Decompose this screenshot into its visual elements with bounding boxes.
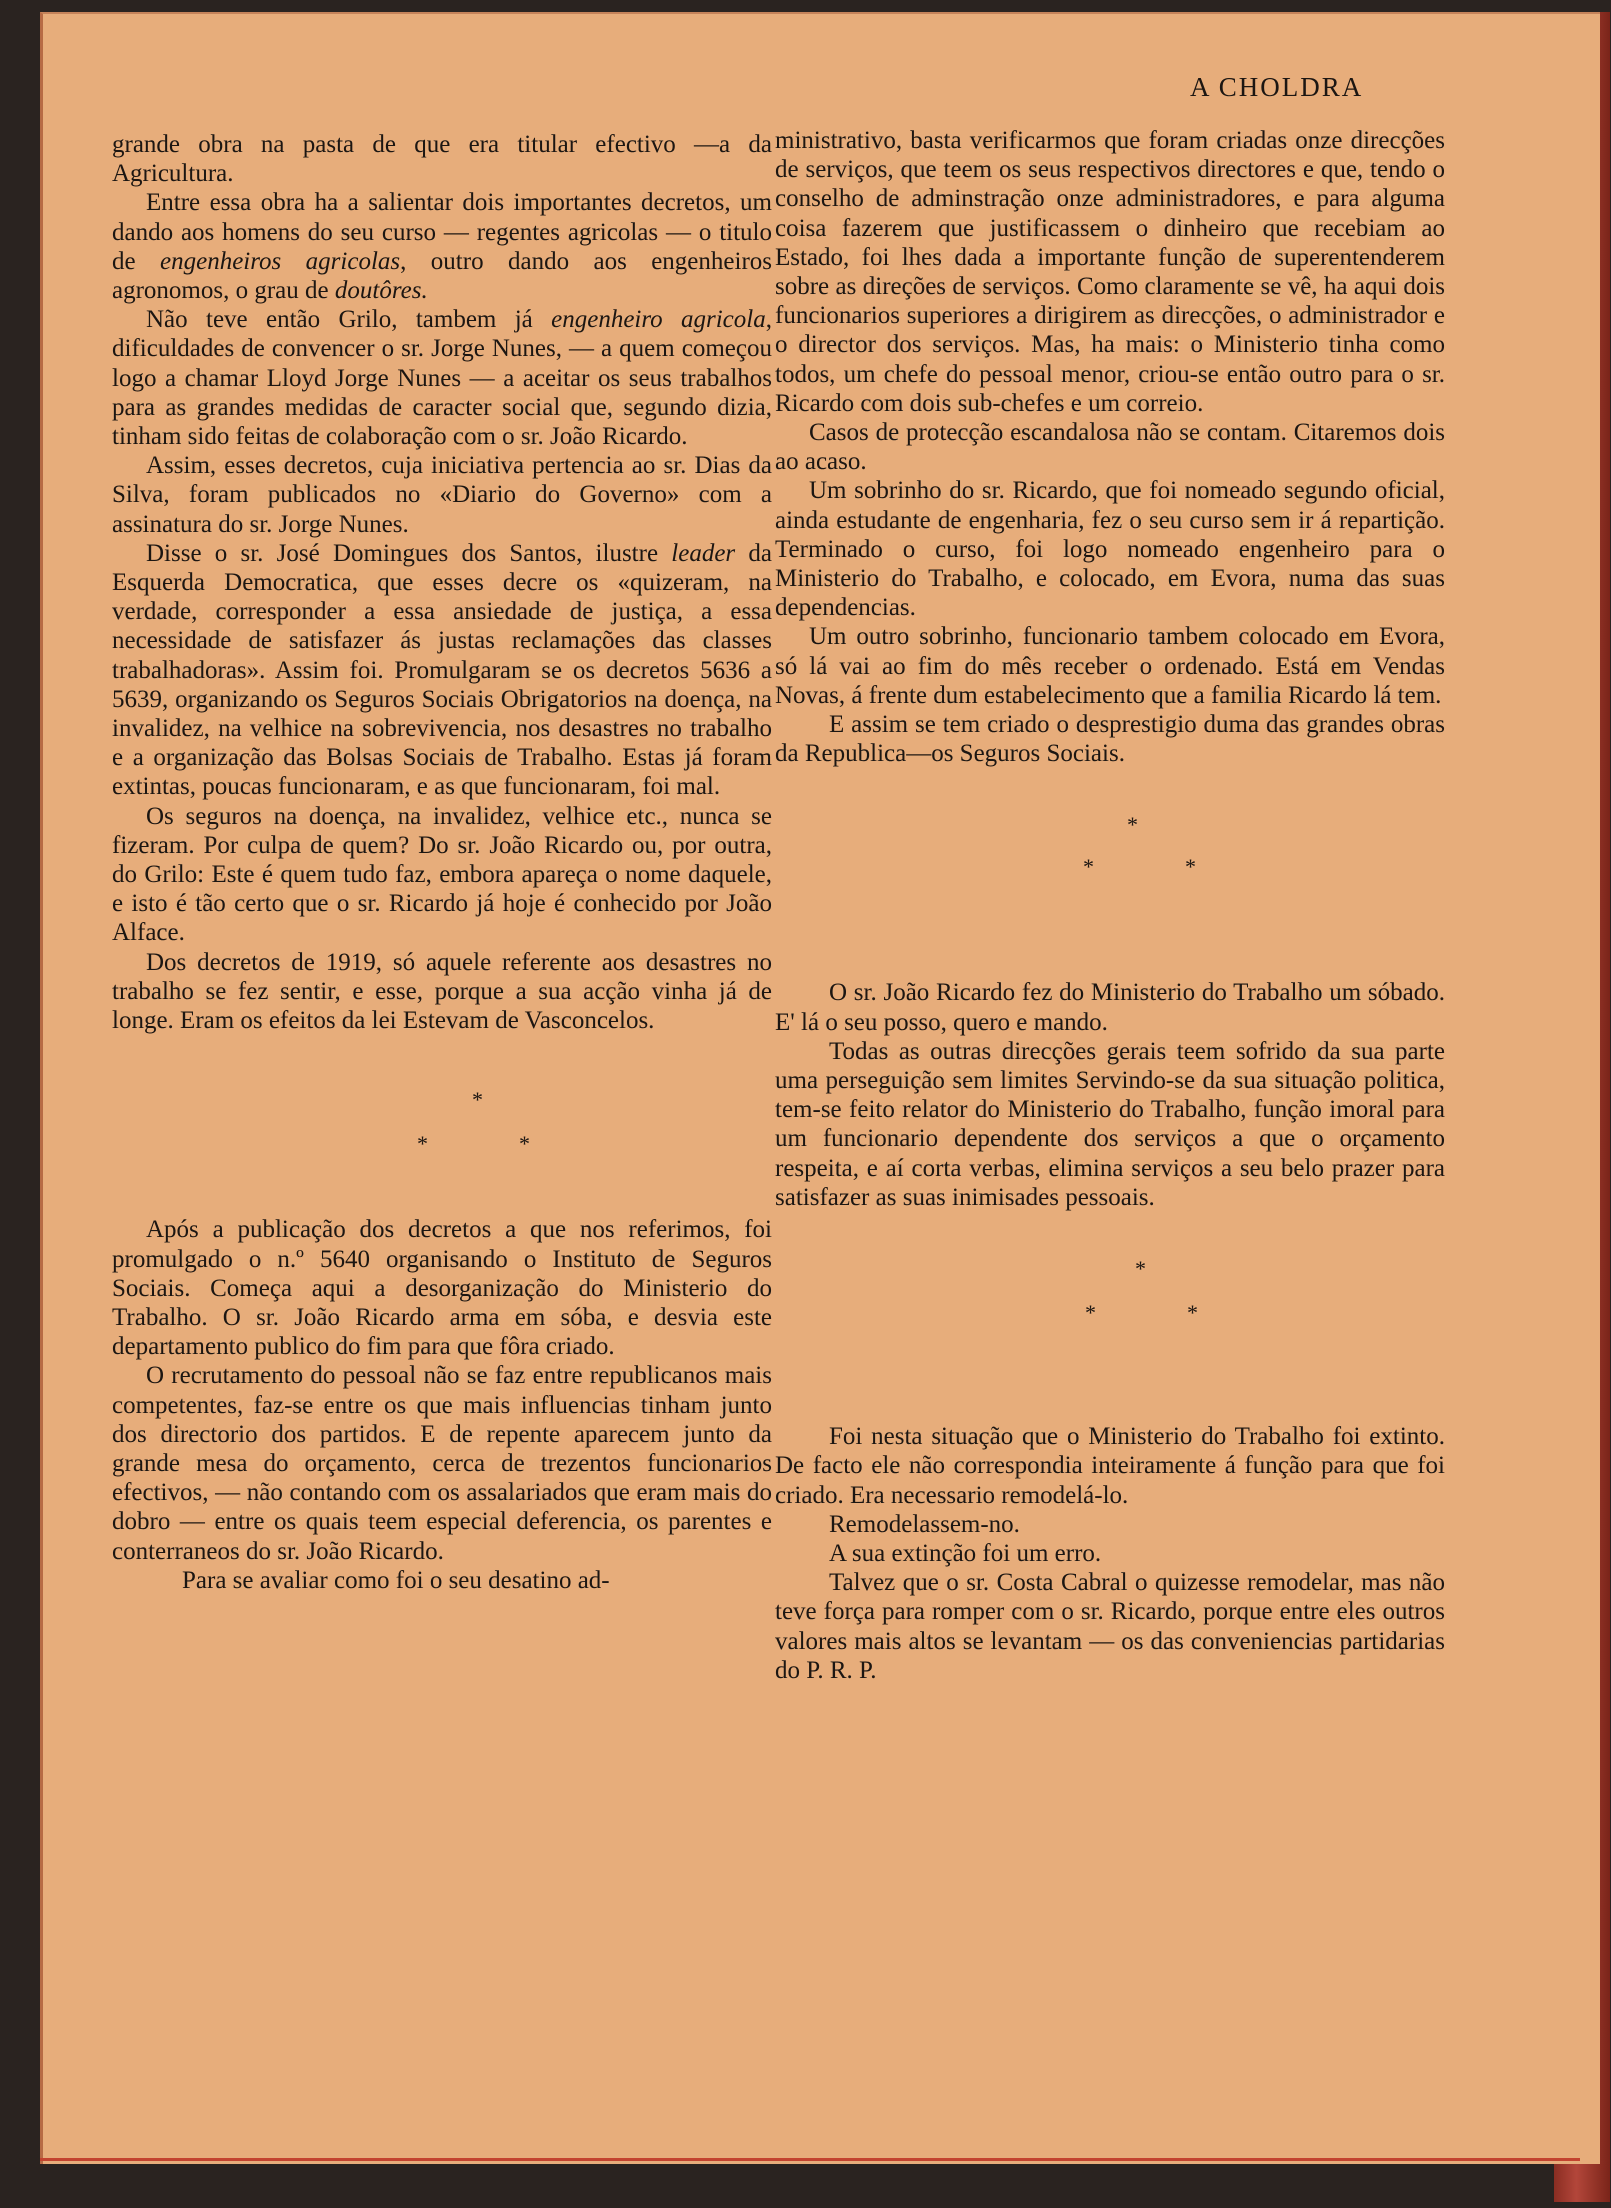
paragraph: Talvez que o sr. Costa Cabral o quizesse remodelar, mas não teve força para romper com o sr. Ricardo, porque entre eles outros valores mais altos se levantam — os das conveniencias partidarias do P. R. P. [775,1569,1445,1684]
paragraph: ministrativo, basta verificarmos que foram criadas onze direcções de serviços, que teem os seus respectivos directores e que, tendo o conselho de adminstração onze administradores, e para alguma coisa fazerem que justificassem o dinheiro que recebiam ao Estado, foi lhes dada a importante função de superentenderem sobre as direções de serviços. Como claramente se vê, ha aqui dois funcionarios superiores a dirigirem as direcções, o administrador e o director dos serviços. Mas, ha mais: o Ministerio tinha como todos, um chefe do pessoal menor, criou-se então outro para o sr. Ricardo com dois sub-chefes e um correio. [775,127,1445,417]
paragraph: Para se avaliar como foi o seu desatino ad- [182,1566,610,1594]
bottom-border-line [40,2158,1580,2161]
separator-star: * [417,1131,428,1157]
separator-star: * [1187,1300,1198,1326]
paragraph: Assim, esses decretos, cuja iniciativa pertencia ao sr. Dias da Silva, foram publicados no «Diario do Governo» com a assinatura do sr. Jorge Nunes. [112,452,772,538]
separator-star: * [1085,1300,1096,1326]
separator-star: * [1185,854,1196,880]
separator-star: * [1127,812,1138,838]
section-separator [775,768,1445,978]
paragraph: Dos decretos de 1919, só aquele referente aos desastres no trabalho se fez sentir, e esse, porque a sua acção vinha já de longe. Eram os efeitos da lei Estevam de Vasconcelos. [112,948,772,1035]
paragraph: Não teve então Grilo, tambem já engenheiro agricola, dificuldades de convencer o sr. Jorge Nunes, — a quem começou logo a chamar Lloyd Jorge Nunes — a aceitar os seus trabalhos para as grandes medidas de caracter social que, segundo dizia, tinham sido feitas de colaboração com o sr. João Ricardo. [112,306,772,451]
paragraph: Foi nesta situação que o Ministerio do Trabalho foi extinto. De facto ele não correspondia inteiramente á função para que foi criado. Era necessario remodelá-lo. [775,1423,1445,1509]
section-separator [775,1212,1445,1422]
paragraph: Após a publicação dos decretos a que nos referimos, foi promulgado o n.º 5640 organisando o Instituto de Seguros Sociais. Começa aqui a desorganização do Ministerio do Trabalho. O sr. João Ricardo arma em sóba, e desvia este departamento publico do fim para que fôra criado. [112,1216,772,1361]
right-column [775,126,1445,1685]
paragraph: O sr. João Ricardo fez do Ministerio do Trabalho um sóbado. E' lá o seu posso, quero e mando. [775,979,1445,1036]
paragraph: grande obra na pasta de que era titular efectivo —a da Agricultura. [112,131,772,188]
separator-star: * [1135,1256,1146,1282]
paragraph: Um outro sobrinho, funcionario tambem colocado em Evora, só lá vai ao fim do mês receber o ordenado. Está em Vendas Novas, á frente dum estabelecimento que a familia Ricardo lá tem. [775,623,1445,709]
left-column [112,130,772,1595]
separator-star: * [1083,854,1094,880]
paragraph: Remodelassem-no. [829,1510,1020,1538]
section-separator [112,1035,772,1215]
paragraph: E assim se tem criado o desprestigio duma das grandes obras da Republica—os Seguros Sociais. [775,711,1445,768]
paragraph: Entre essa obra ha a salientar dois importantes decretos, um dando aos homens do seu curso — regentes agricolas — o titulo de engenheiros agricolas, outro dando aos engenheiros agronomos, o grau de doutôres. [112,189,772,305]
page-header-title: A CHOLDRA [1190,72,1364,102]
paragraph: Casos de protecção escandalosa não se contam. Citaremos dois ao acaso. [775,419,1445,476]
paragraph: Disse o sr. José Domingues dos Santos, ilustre leader da Esquerda Democratica, que esses decre os «quizeram, na verdade, corresponder a essa ansiedade de justiça, a essa necessidade de satisfazer ás justas reclamações das classes trabalhadoras». Assim foi. Promulgaram se os decretos 5636 a 5639, organizando os Seguros Sociais Obrigatorios na doença, na invalidez, na velhice na sobrevivencia, nos desastres no trabalho e a organização das Bolsas Sociais de Trabalho. Estas já foram extintas, poucas funcionaram, e as que funcionaram, foi mal. [112,539,772,801]
paragraph: Os seguros na doença, na invalidez, velhice etc., nunca se fizeram. Por culpa de quem? Do sr. João Ricardo ou, por outra, do Grilo: Este é quem tudo faz, embora apareça o nome daquele, e isto é tão certo que o sr. Ricardo já hoje é conhecido por João Alface. [112,802,772,947]
separator-star: * [519,1131,530,1157]
paragraph: A sua extinção foi um erro. [829,1539,1102,1567]
paragraph: O recrutamento do pessoal não se faz entre republicanos mais competentes, faz-se entre os que mais influencias tinham junto dos directorio dos partidos. E de repente aparecem junto da grande mesa do orçamento, cerca de trezentos funcionarios efectivos, — não contando com os assalariados que eram mais do dobro — entre os quais teem especial deferencia, os parentes e conterraneos do sr. João Ricardo. [112,1362,772,1565]
separator-star: * [472,1087,483,1113]
paragraph: Todas as outras direcções gerais teem sofrido da sua parte uma perseguição sem limites Servindo-se da sua situação politica, tem-se feito relator do Ministerio do Trabalho, função imoral para um funcionario dependente dos serviços a que o orçamento respeita, e aí corta verbas, elimina serviços a seu belo prazer para satisfazer as suas inimisades pessoais. [775,1037,1445,1211]
paragraph: Um sobrinho do sr. Ricardo, que foi nomeado segundo oficial, ainda estudante de engenharia, fez o seu curso sem ir á repartição. Terminado o curso, foi logo nomeado engenheiro para o Ministerio do Trabalho, e colocado, em Evora, numa das suas dependencias. [775,477,1445,622]
